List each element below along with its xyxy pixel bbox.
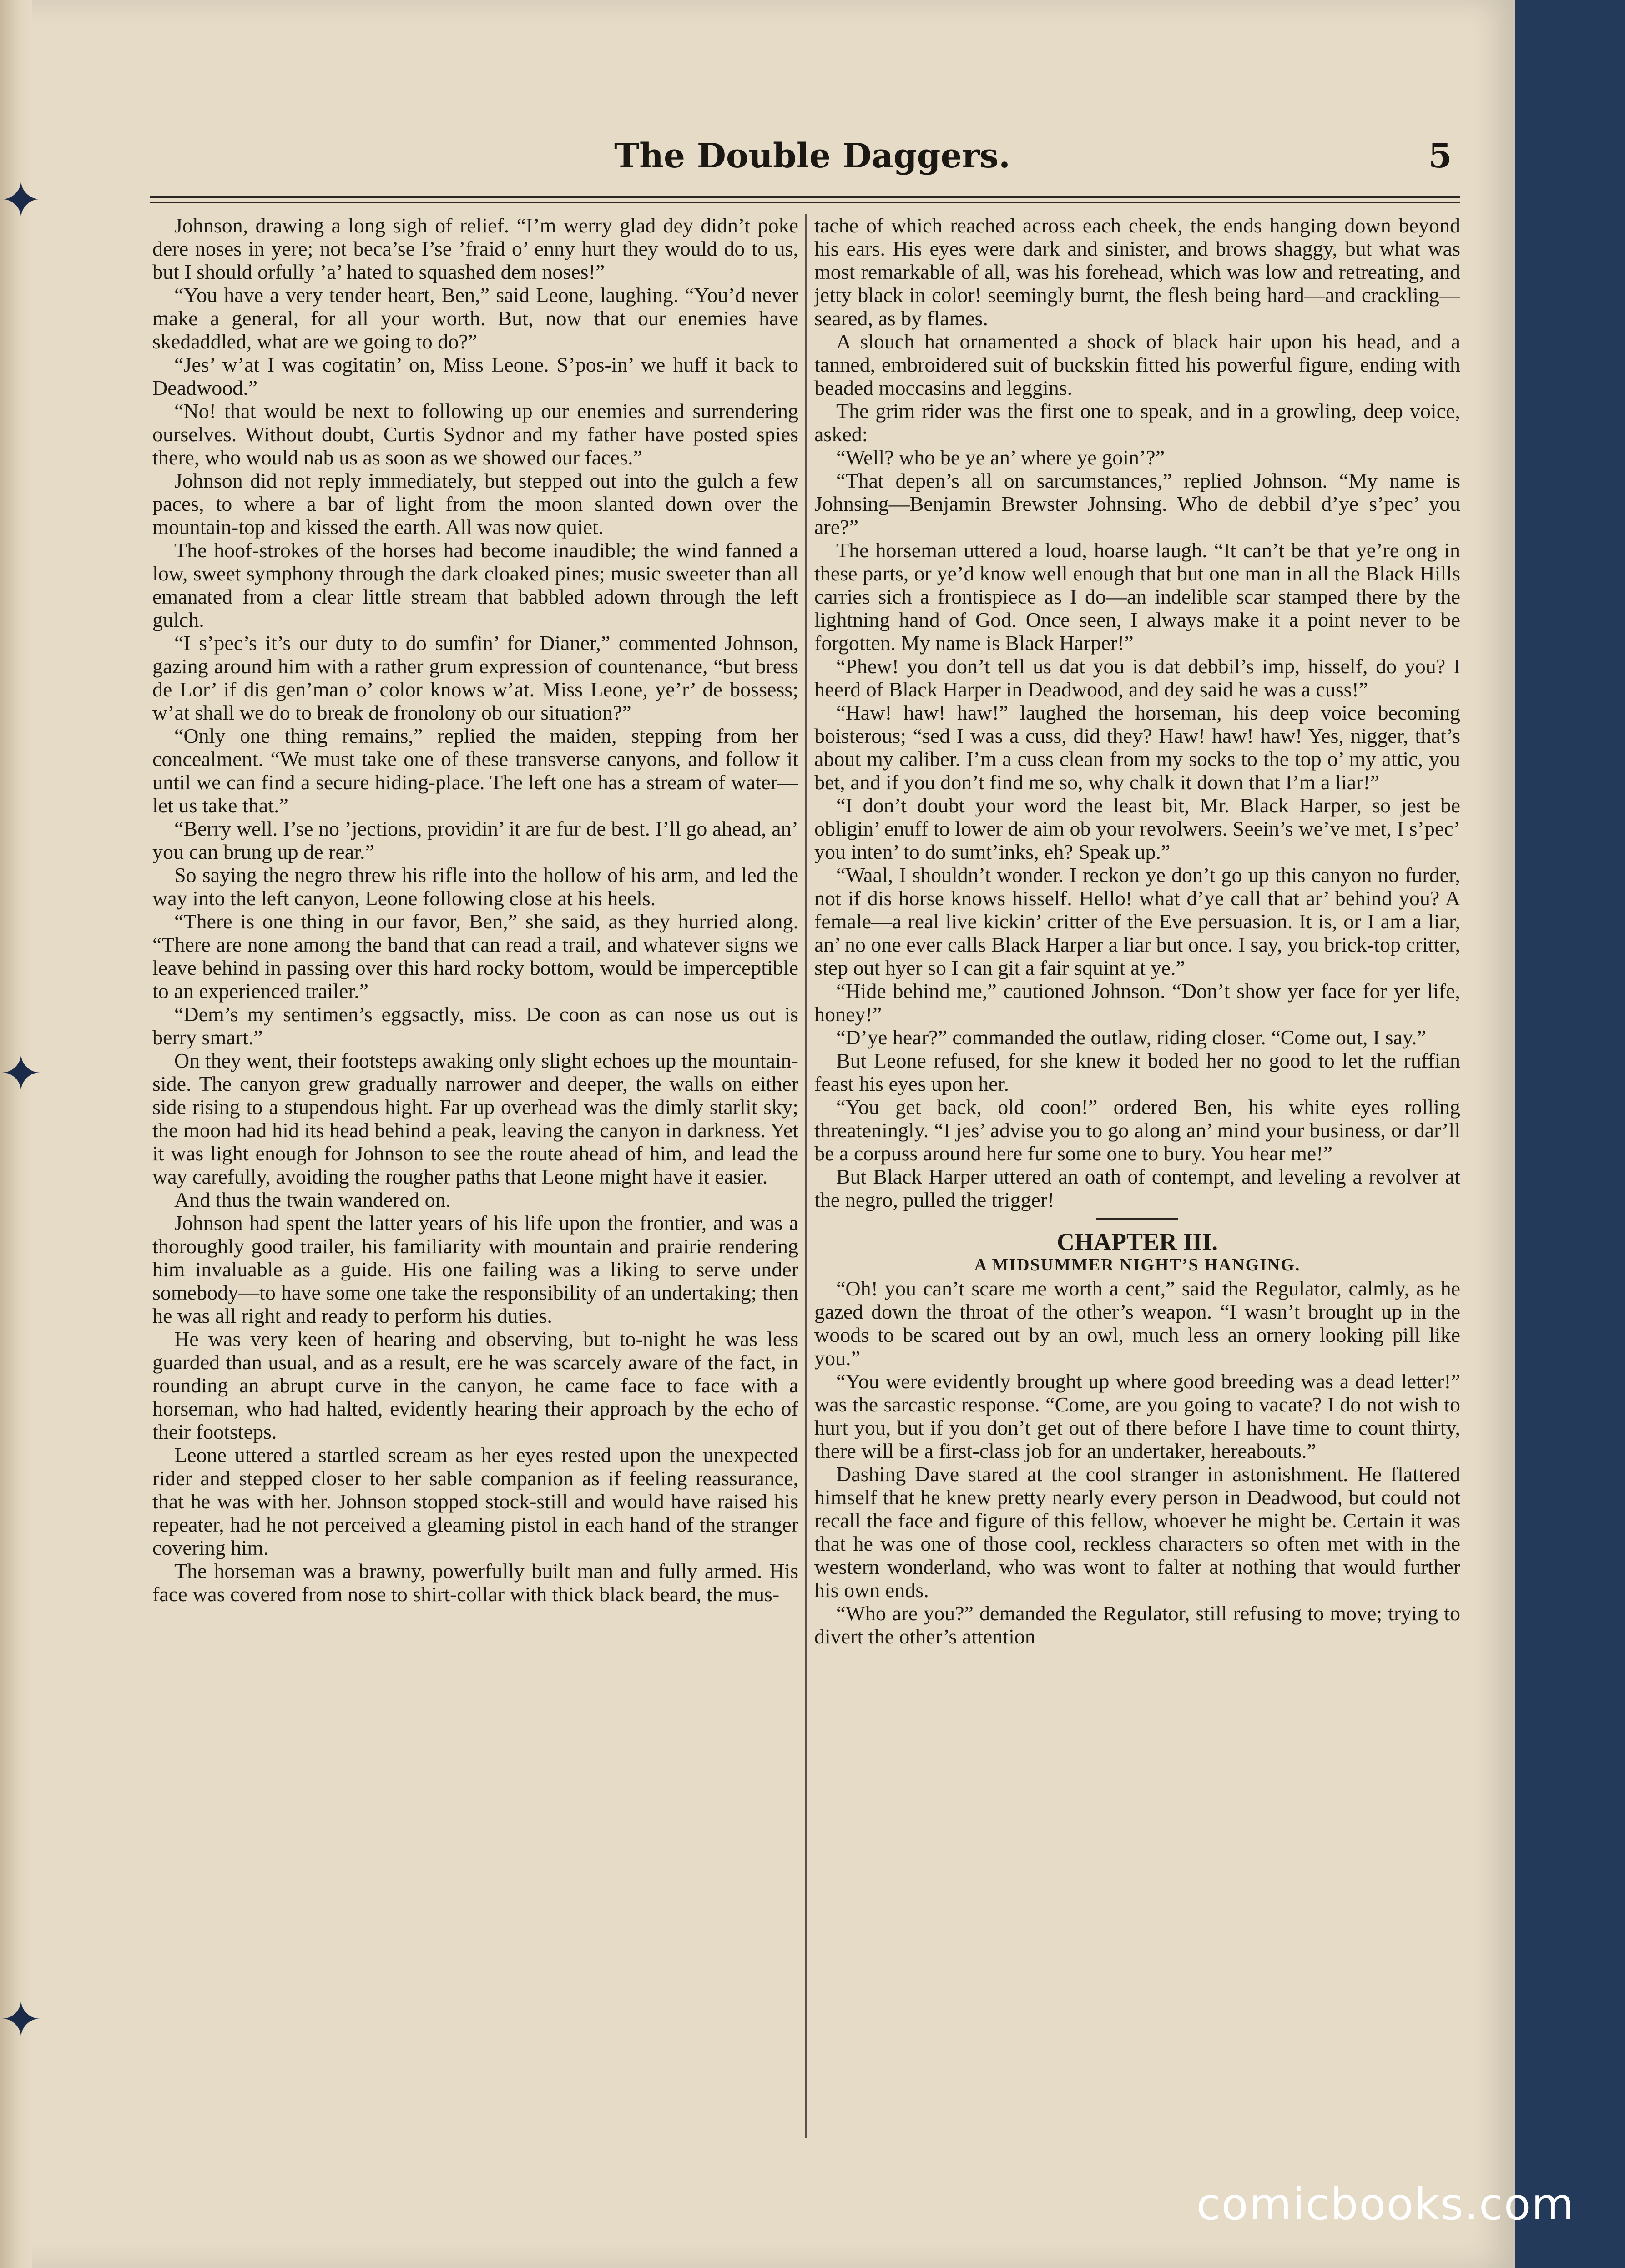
paragraph: “You were evidently brought up where good breeding was a dead letter!” was the sarcastic response. “Come, are you going to vacate? I do not wish to hurt you, but if you don’t get out of there before I have time to count thirty, there will be a first-class job for an undertaker, hereabouts.” xyxy=(814,1370,1460,1462)
staple-icon: ✦ xyxy=(0,1044,42,1103)
paragraph: “I don’t doubt your word the least bit, Mr. Black Harper, so jest be obligin’ enuff to lower de aim ob your revolwers. Seein’s we’ve met, I s’pec’ you inten’ to do sumt’inks, eh? Speak up.” xyxy=(814,794,1460,863)
running-title: The Double Daggers. xyxy=(614,136,1010,176)
paragraph: tache of which reached across each cheek, the ends hanging down beyond his ears. His eyes were dark and sinister, and brows shaggy, but what was most remarkable of all, was his forehead, which was low and retreating, and jetty black in color! seemingly burnt, the flesh being hard—and crackling—seared, as by flames. xyxy=(814,214,1460,330)
paragraph: “I s’pec’s it’s our duty to do sumfin’ for Dianer,” commented Johnson, gazing around him with a rather grum expression of countenance, “but bress de Lor’ if dis gen’man o’ color knows w’at. Miss Leone, ye’r’ de bossess; w’at shall we do to break de fronolony ob our situation?” xyxy=(152,631,798,724)
paragraph: A slouch hat ornamented a shock of black hair upon his head, and a tanned, embroidered suit of buckskin fitted his powerful figure, ending with beaded moccasins and leggins. xyxy=(814,330,1460,399)
paragraph: Johnson did not reply immediately, but stepped out into the gulch a few paces, to where a bar of light from the moon slanted down over the mountain-top and kissed the earth. All was now quiet. xyxy=(152,469,798,539)
paragraph: The hoof-strokes of the horses had become inaudible; the wind fanned a low, sweet symphony through the dark cloaked pines; music sweeter than all emanated from a clear little stream that babbled adown through the left gulch. xyxy=(152,539,798,631)
paragraph: “No! that would be next to following up our enemies and surrendering ourselves. Without doubt, Curtis Sydnor and my father have posted spies there, who would nab us as soon as we showed our faces.” xyxy=(152,399,798,469)
page-number: 5 xyxy=(1428,136,1452,176)
paragraph: But Black Harper uttered an oath of contempt, and leveling a revolver at the negro, pulled the trigger! xyxy=(814,1165,1460,1211)
paragraph: “Jes’ w’at I was cogitatin’ on, Miss Leone. S’pos-in’ we huff it back to Deadwood.” xyxy=(152,353,798,399)
paragraph: “Haw! haw! haw!” laughed the horseman, his deep voice becoming boisterous; “sed I was a cuss, did they? Haw! haw! haw! Yes, nigger, that’s about my caliber. I’m a cuss clean from my socks to the top o’ my attic, you bet, and if you don’t find me so, why chalk it down that I’m a liar!” xyxy=(814,701,1460,794)
paragraph: The horseman was a brawny, powerfully built man and fully armed. His face was covered from nose to shirt-collar with thick black beard, the mus- xyxy=(152,1559,798,1606)
paragraph: Johnson had spent the latter years of his life upon the frontier, and was a thoroughly good trailer, his familiarity with mountain and prairie rendering him invaluable as a guide. His one failing was a liking to serve under somebody—to have some one take the responsibility of an undertaking; then he was all right and ready to perform his duties. xyxy=(152,1211,798,1327)
paragraph: Dashing Dave stared at the cool stranger in astonishment. He flattered himself that he knew pretty nearly every person in Deadwood, but could not recall the face and figure of this fellow, whoever he might be. Certain it was that he was one of those cool, reckless characters so often met with in the western wonderland, who was wont to falter at nothing that would further his own ends. xyxy=(814,1462,1460,1602)
staple-icon: ✦ xyxy=(0,171,42,229)
staple-icon: ✦ xyxy=(0,1991,42,2049)
paragraph: The grim rider was the first one to speak, and in a growling, deep voice, asked: xyxy=(814,399,1460,446)
paragraph: “Dem’s my sentimen’s eggsactly, miss. De coon as can nose us out is berry smart.” xyxy=(152,1003,798,1049)
paragraph: “There is one thing in our favor, Ben,” she said, as they hurried along. “There are none among the band that can read a trail, and whatever signs we leave behind in passing over this hard rocky bottom, would be imperceptible to an experienced trailer.” xyxy=(152,910,798,1003)
right-column xyxy=(814,214,1460,2147)
paragraph: On they went, their footsteps awaking only slight echoes up the mountain-side. The canyon grew gradually narrower and deeper, the walls on either side rising to a stupendous hight. Far up overhead was the dimly starlit sky; the moon had hid its head behind a peak, leaving the canyon in darkness. Yet it was light enough for Johnson to see the route ahead of him, and lead the way carefully, avoiding the rougher paths that Leone might have it easier. xyxy=(152,1049,798,1188)
chapter-subheading: A MIDSUMMER NIGHT’S HANGING. xyxy=(974,1255,1301,1275)
paragraph: And thus the twain wandered on. xyxy=(174,1188,451,1211)
binding-spine xyxy=(0,0,32,2268)
paragraph: “Only one thing remains,” replied the maiden, stepping from her concealment. “We must take one of these transverse canyons, and follow it until we can find a secure hiding-place. The left one has a stream of water—let us take that.” xyxy=(152,724,798,817)
paragraph: Leone uttered a startled scream as her eyes rested upon the unexpected rider and stepped closer to her sable companion as if feeling reassurance, that he was with her. Johnson stopped stock-still and would have raised his repeater, had he not perceived a gleaming pistol in each hand of the stranger covering him. xyxy=(152,1443,798,1559)
paragraph: So saying the negro threw his rifle into the hollow of his arm, and led the way into the left canyon, Leone following close at his heels. xyxy=(152,863,798,910)
paragraph: “Waal, I shouldn’t wonder. I reckon ye don’t go up this canyon no furder, not if dis horse knows hisself. Hello! what d’ye call that ar’ behind you? A female—a real live kickin’ critter of the Eve persuasion. It is, or I am a liar, an’ no one ever calls Black Harper a liar but once. I say, you brick-top critter, step out hyer so I can git a fair squint at ye.” xyxy=(814,863,1460,979)
paragraph: “Well? who be ye an’ where ye goin’?” xyxy=(836,446,1165,469)
column-divider xyxy=(805,214,807,2138)
paragraph: “Phew! you don’t tell us dat you is dat debbil’s imp, hisself, do you? I heerd of Black Harper in Deadwood, and dey said he was a cuss!” xyxy=(814,655,1460,701)
paragraph: “Oh! you can’t scare me worth a cent,” said the Regulator, calmly, as he gazed down the throat of the other’s weapon. “I wasn’t brought up in the woods to be scared out by an owl, much less an ornery looking pill like you.” xyxy=(814,1277,1460,1370)
paragraph: “Who are you?” demanded the Regulator, still refusing to move; trying to divert the other’s attention xyxy=(814,1602,1460,1648)
paragraph: The horseman uttered a loud, hoarse laugh. “It can’t be that ye’re ong in these parts, or ye’d know well enough that but one man in all the Black Hills carries sich a frontispiece as I do—an indelible scar stamped there by the lightning hand of God. Once seen, I always make it a point never to be forgotten. My name is Black Harper!” xyxy=(814,539,1460,655)
paragraph: Johnson, drawing a long sigh of relief. “I’m werry glad dey didn’t poke dere noses in yere; not beca’se I’se ’fraid o’ enny hurt they would do to us, but I should orfully ’a’ hated to squashed dem noses!” xyxy=(152,214,798,283)
chapter-heading: CHAPTER III. xyxy=(1056,1228,1218,1255)
paragraph: “You get back, old coon!” ordered Ben, his white eyes rolling threateningly. “I jes’ advise you to go along an’ mind your business, or dar’ll be a corpuss around here fur some one to bury. You hear me!” xyxy=(814,1095,1460,1165)
paragraph: But Leone refused, for she knew it boded her no good to let the ruffian feast his eyes upon her. xyxy=(814,1049,1460,1095)
left-column xyxy=(152,214,798,2147)
watermark: comicbooks.com xyxy=(1196,2179,1575,2230)
paragraph: “D’ye hear?” commanded the outlaw, riding closer. “Come out, I say.” xyxy=(836,1026,1426,1049)
header-rule xyxy=(150,196,1460,203)
paragraph: “Hide behind me,” cautioned Johnson. “Don’t show yer face for yer life, honey!” xyxy=(814,979,1460,1026)
paragraph: “You have a very tender heart, Ben,” said Leone, laughing. “You’d never make a general, for all your worth. But, now that our enemies have skedaddled, what are we going to do?” xyxy=(152,283,798,353)
paragraph: “Berry well. I’se no ’jections, providin’ it are fur de best. I’ll go ahead, an’ you can brung up de rear.” xyxy=(152,817,798,863)
paragraph: He was very keen of hearing and observing, but to-night he was less guarded than usual, and as a result, ere he was scarcely aware of the fact, in rounding an abrupt curve in the canyon, he came face to face with a horseman, who had halted, evidently hearing their approach by the echo of their footsteps. xyxy=(152,1327,798,1443)
paragraph: “That depen’s all on sarcumstances,” replied Johnson. “My name is Johnsing—Benjamin Brewster Johnsing. Who de debbil d’ye s’pec’ you are?” xyxy=(814,469,1460,539)
chapter-rule xyxy=(1096,1218,1178,1220)
